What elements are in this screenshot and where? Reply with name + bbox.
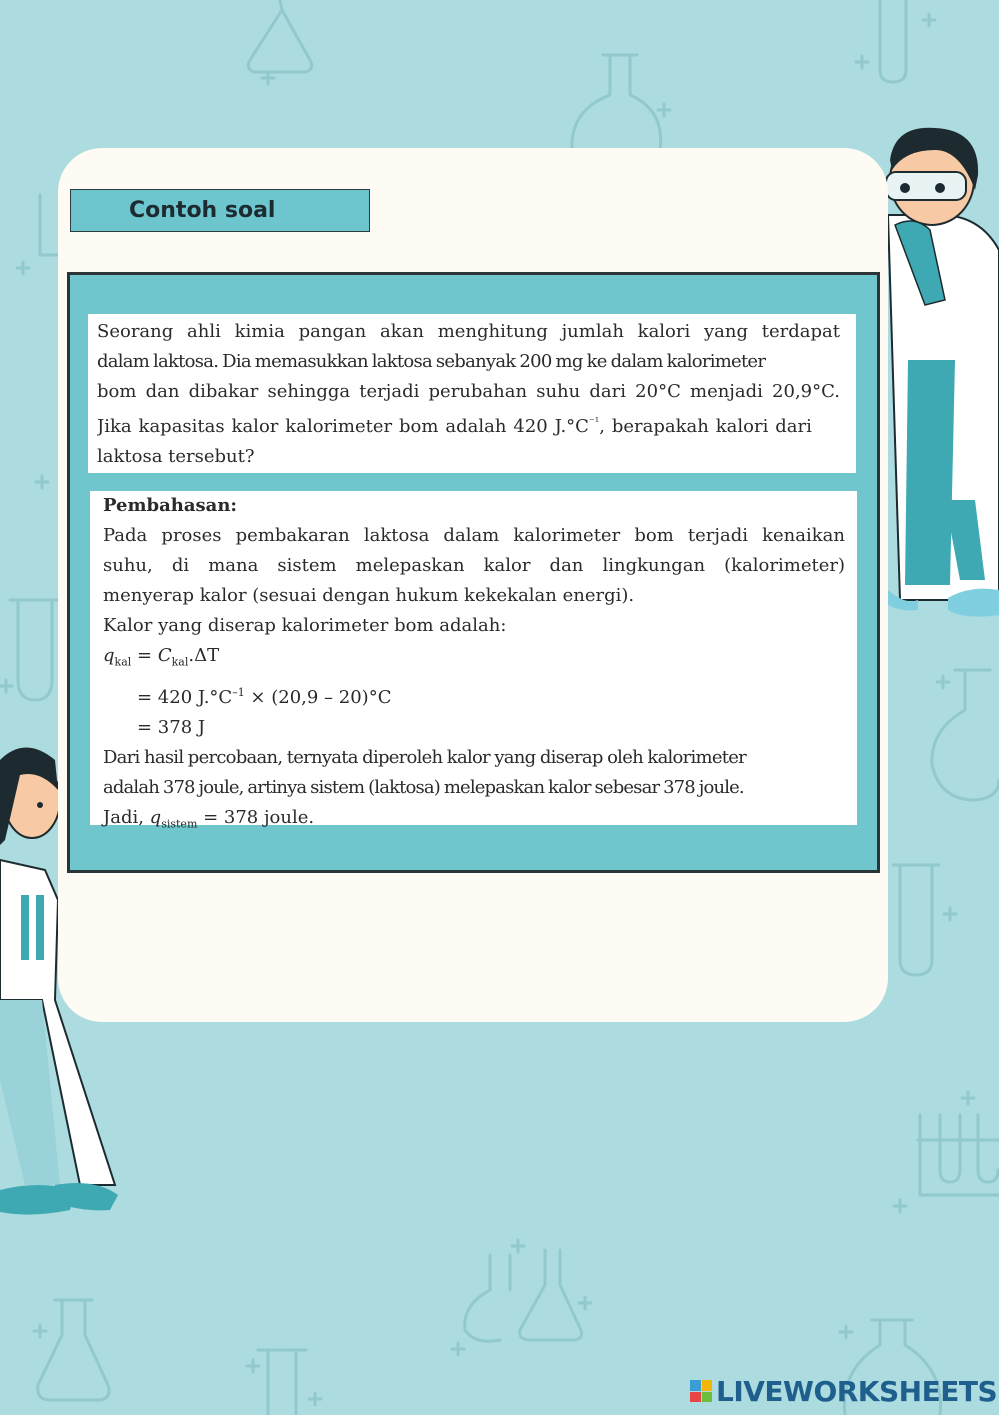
test-tube-outline-icon: [900, 865, 932, 975]
liveworksheets-logo-icon: [690, 1380, 712, 1402]
test-tube-outline-icon: [18, 600, 52, 700]
formula-result: = 378 J: [137, 716, 206, 738]
rack-outline-icon: [40, 195, 58, 255]
flask-outline-icon: [38, 1300, 109, 1400]
question-line: Seorang ahli kimia pangan akan menghitung jumlah kalori yang terdapat: [97, 321, 840, 342]
question-line: Jika kapasitas kalor kalorimeter bom adalah 420 $J.^\circ C^{^{-1}}$, berapakah kalori dari: [97, 415, 812, 437]
liveworksheets-logo: [690, 1374, 997, 1408]
answer-intro: Kalor yang diserap kalorimeter bom adalah:: [103, 615, 507, 636]
flask-outline-icon: [248, 0, 311, 72]
question-line: bom dan dibakar sehingga terjadi perubahan suhu dari 20°C menjadi 20,9°C.: [97, 381, 840, 402]
liveworksheets-logo-text: LIVEWORKSHEETS: [716, 1374, 998, 1408]
answer-line: Dari hasil percobaan, ternyata diperoleh kalor yang diserap oleh kalorimeter: [103, 746, 746, 768]
round-flask-outline-icon: [572, 55, 661, 150]
question-line: laktosa tersebut?: [97, 446, 255, 467]
answer-line: Pada proses pembakaran laktosa dalam kalorimeter bom terjadi kenaikan: [103, 525, 845, 546]
answer-explanation: [90, 491, 857, 831]
section-title: Contoh soal: [70, 189, 370, 232]
answer-line: menyerap kalor (sesuai dengan hukum kekekalan energi).: [103, 585, 635, 606]
round-flask-outline-icon: [932, 670, 999, 800]
formula-line: $q_{kal} = C_{kal}.\Delta T$: [103, 645, 220, 669]
flask-outline-icon: [520, 1250, 582, 1340]
male-scientist-illustration: [886, 128, 999, 617]
test-tube-outline-icon: [268, 1350, 296, 1415]
answer-line: adalah 378 joule, artinya sistem (laktosa) melepaskan kalor sebesar 378 joule.: [103, 776, 744, 798]
answer-line: suhu, di mana sistem melepaskan kalor dan lingkungan (kalorimeter): [103, 555, 845, 576]
question-text: [88, 314, 856, 473]
formula-step: = 420 $J.^\circ C^{-1} \times (20,9 - 20)^\circ C$: [137, 685, 392, 708]
round-flask-outline-icon: [465, 1255, 510, 1341]
test-tube-outline-icon: [880, 0, 906, 82]
answer-conclusion: Jadi, $q_{sistem} = 378$ joule.: [103, 806, 315, 831]
question-line: dalam laktosa. Dia memasukkan laktosa sebanyak 200 mg ke dalam kalorimeter: [97, 351, 766, 372]
answer-heading: Pembahasan:: [103, 495, 238, 516]
